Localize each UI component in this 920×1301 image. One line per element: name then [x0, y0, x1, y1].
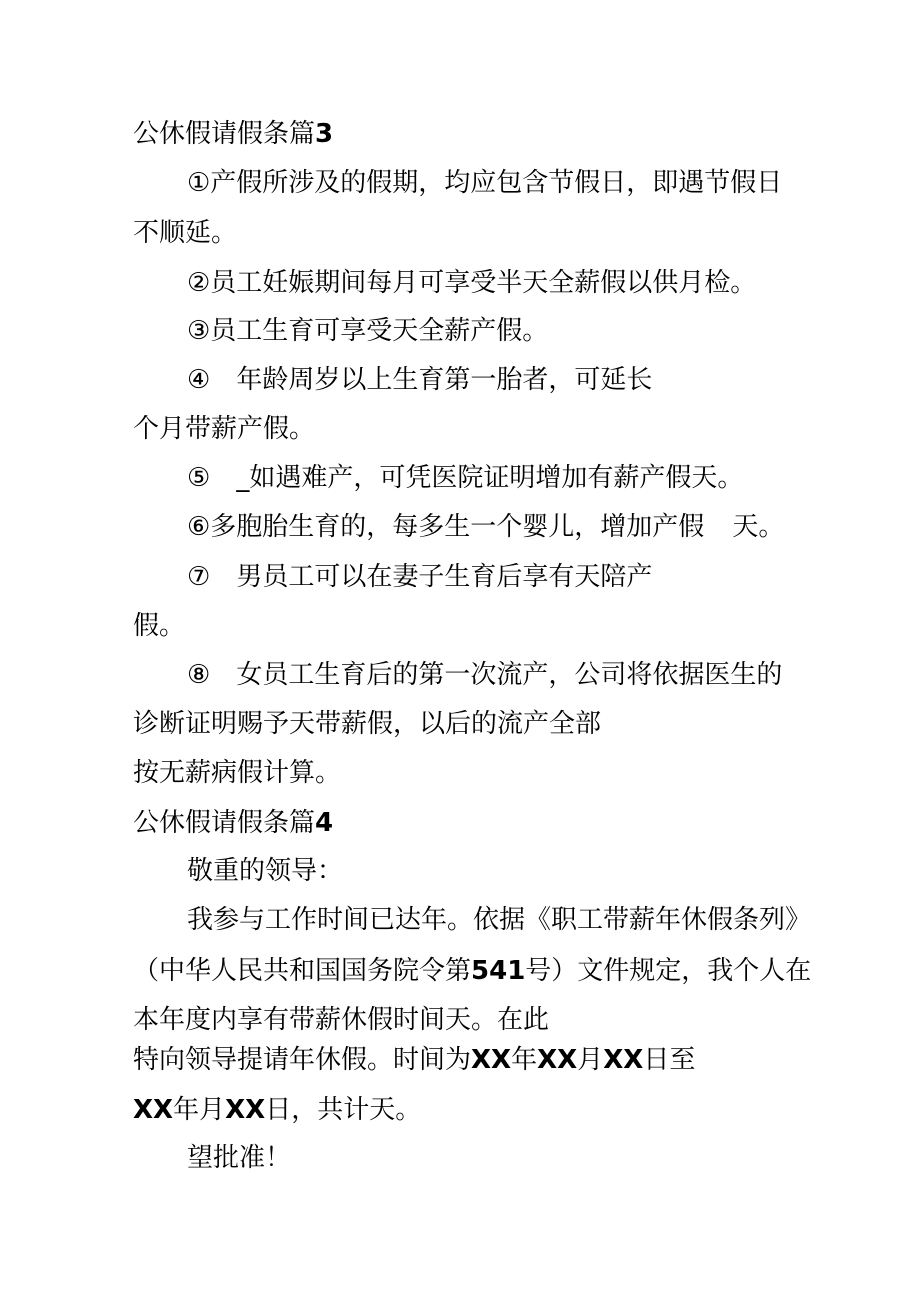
- paragraph-8-line-1: [187, 658, 782, 692]
- heading-number: 3: [315, 119, 334, 149]
- item-text: _如遇难产，可凭医院证明增加有薪产假天。: [236, 463, 744, 493]
- heading-text: 公休假请假条篇: [133, 119, 316, 149]
- body-line-5: [133, 1093, 421, 1127]
- heading-text: 公休假请假条篇: [133, 808, 316, 838]
- day-placeholder: XX: [603, 1045, 644, 1075]
- text: （中华人民共和国国务院令第: [133, 956, 472, 986]
- paragraph-7-line-1: [187, 560, 652, 594]
- day-placeholder: XX: [225, 1095, 266, 1125]
- paragraph-1-line-2: 不顺延。: [133, 218, 238, 248]
- text: 号）文件规定，我个人在: [525, 956, 812, 986]
- text: 月: [577, 1045, 604, 1075]
- paragraph-8-line-3: 按无薪病假计算。: [133, 758, 342, 788]
- body-line-1: 我参与工作时间已达年。依据《职工带薪年休假条列》: [187, 905, 812, 935]
- paragraph-5: [187, 461, 743, 495]
- year-placeholder: XX: [471, 1045, 512, 1075]
- paragraph-8-line-2: 诊断证明赐予天带薪假，以后的流产全部: [133, 709, 602, 739]
- text: 日至: [643, 1045, 696, 1075]
- item-text-end: 天。: [732, 512, 785, 542]
- paragraph-6: [187, 510, 784, 544]
- item-number: ④: [187, 365, 211, 395]
- text: 日，共计天。: [265, 1095, 422, 1125]
- salutation: 敬重的领导：: [187, 856, 344, 886]
- item-number: ⑦: [187, 562, 211, 592]
- body-line-3: 本年度内享有带薪休假时间天。在此: [133, 1005, 550, 1035]
- month-placeholder: XX: [537, 1045, 578, 1075]
- text: 年: [511, 1045, 538, 1075]
- paragraph-1-line-1: ①产假所涉及的假期，均应包含节假日，即遇节假日: [187, 168, 783, 198]
- paragraph-7-line-2: 假。: [133, 611, 186, 641]
- paragraph-3: ③员工生育可享受天全薪产假。: [187, 316, 549, 346]
- item-text: 女员工生育后的第一次流产，公司将依据医生的: [236, 660, 783, 690]
- paragraph-4-line-1: [187, 363, 652, 397]
- text: 年月: [173, 1095, 226, 1125]
- year-placeholder: XX: [133, 1095, 174, 1125]
- section3-heading: [133, 117, 333, 151]
- text: 特向领导提请年休假。时间为: [133, 1045, 472, 1075]
- paragraph-4-line-2: 个月带薪产假。: [133, 414, 316, 444]
- decree-number: 541: [471, 956, 526, 986]
- body-line-2: [133, 954, 811, 988]
- heading-number: 4: [315, 808, 334, 838]
- item-text: 男员工可以在妻子生育后享有天陪产: [236, 562, 653, 592]
- body-line-4: [133, 1043, 695, 1077]
- section4-heading: [133, 806, 333, 840]
- closing: 望批准！: [187, 1143, 292, 1173]
- item-number: ⑤: [187, 463, 211, 493]
- paragraph-2: ②员工妊娠期间每月可享受半天全薪假以供月检。: [187, 268, 757, 298]
- item-text: ⑥多胞胎生育的，每多生一个婴儿，增加产假: [187, 512, 705, 542]
- item-text: 年龄周岁以上生育第一胎者，可延长: [236, 365, 653, 395]
- item-number: ⑧: [187, 660, 211, 690]
